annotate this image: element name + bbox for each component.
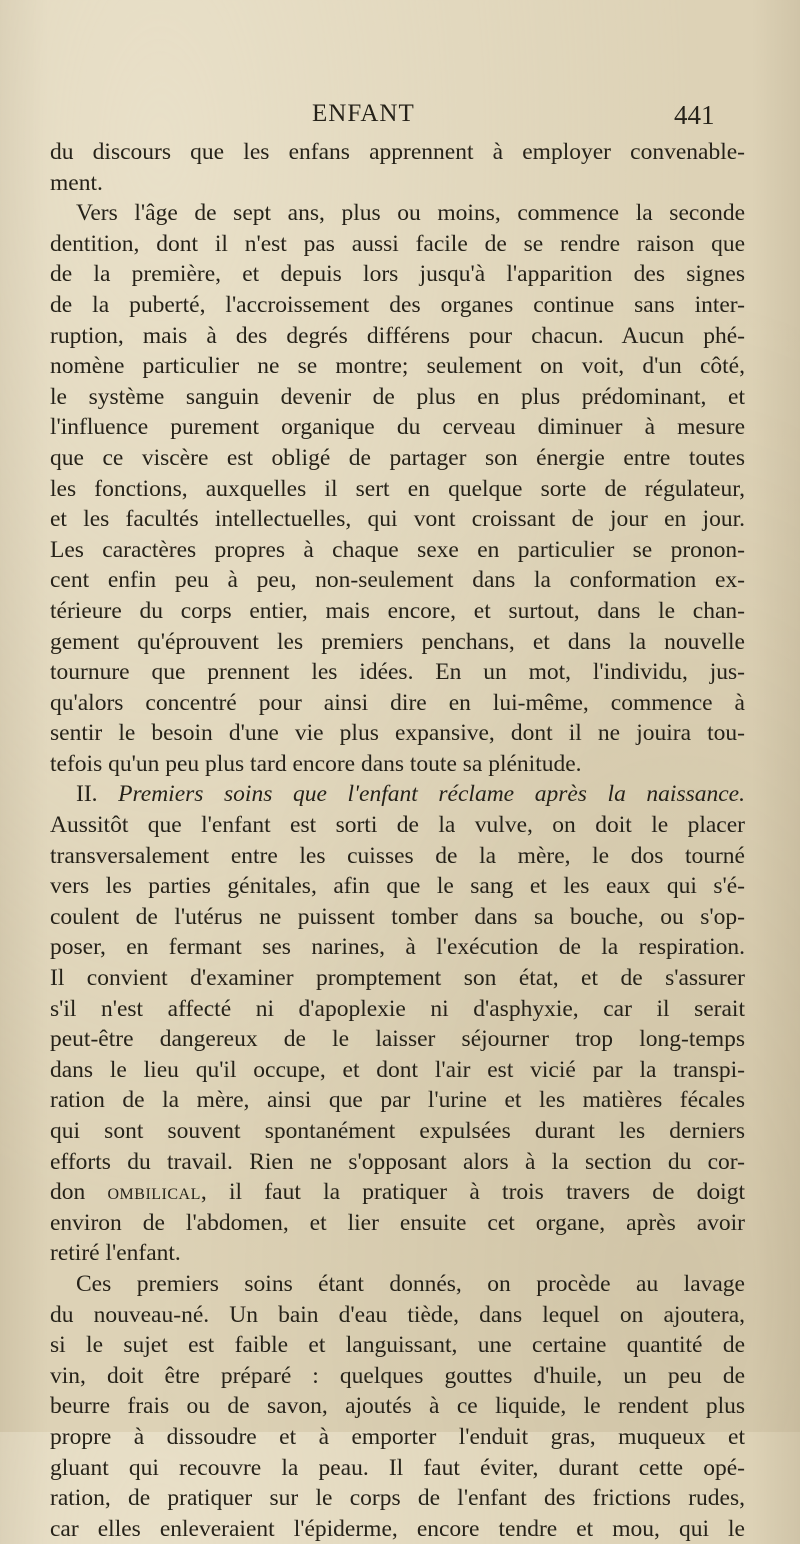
text-line: vers les parties génitales, afin que le sang et les eaux qui s'é- [50,873,745,900]
text-line: vin, doit être préparé : quelques gouttes d'huile, un peu de [50,1362,745,1389]
text-line: du discours que les enfans apprennent à employer convenable- [50,139,745,165]
text-line: poser, en fermant ses narines, à l'exécution de la respiration. [50,934,745,961]
text-line: l'influence purement organique du cerveau diminuer à mesure [50,414,745,441]
text-line: les fonctions, auxquelles il sert en quelque sorte de régulateur, [50,475,745,502]
text-line: qu'alors concentré pour ainsi dire en lui-même, commence à [50,689,745,716]
text-line: de la puberté, l'accroissement des organes continue sans inter- [50,291,745,318]
text-line: ration de la mère, ainsi que par l'urine et les matières fécales [50,1087,745,1114]
text-line: Aussitôt que l'enfant est sorti de la vulve, on doit le placer [50,812,745,839]
text-line: peut-être dangereux de le laisser séjourner trop long-temps [50,1026,745,1053]
text-line: beurre frais ou de savon, ajoutés à ce liquide, le rendent plus [50,1393,745,1420]
text-line: Ces premiers soins étant donnés, on procède au lavage [76,1270,745,1297]
text-line: ruption, mais à des degrés différens pour chacun. Aucun phé- [50,322,745,349]
text-line: dans le lieu qu'il occupe, et dont l'air est vicié par la transpi- [50,1056,745,1083]
text-line: efforts du travail. Rien ne s'opposant alors à la section du cor- [50,1148,745,1175]
text-line: tefois qu'un peu plus tard encore dans toute sa plénitude. [50,750,582,777]
text-line: coulent de l'utérus ne puissent tomber dans sa bouche, ou s'op- [50,903,745,930]
text-line: Les caractères propres à chaque sexe en particulier se pronon- [50,536,745,563]
text-line: s'il n'est affecté ni d'apoplexie ni d'asphyxie, car il serait [50,995,745,1022]
text-line: ment. [50,169,103,196]
text-line: don ombilical, il faut la pratiquer à trois travers de doigt [50,1179,745,1206]
text-line: si le sujet est faible et languissant, une certaine quantité de [50,1332,745,1359]
text-line: propre à dissoudre et à emporter l'enduit gras, muqueux et [50,1423,745,1450]
text-line: transversalement entre les cuisses de la mère, le dos tourné [50,842,745,869]
text-line: que ce viscère est obligé de partager son énergie entre toutes [50,444,745,471]
text-line: ration, de pratiquer sur le corps de l'enfant des frictions rudes, [50,1485,745,1512]
text-line: térieure du corps entier, mais encore, et surtout, dans le chan- [50,597,745,624]
text-line: nomène particulier ne se montre; seulement on voit, d'un côté, [50,353,745,380]
text-line: car elles enleveraient l'épiderme, encore tendre et mou, qui le [50,1515,745,1542]
text-line: gluant qui recouvre la peau. Il faut éviter, durant cette opé- [50,1454,745,1481]
section-heading: II. Premiers soins que l'enfant réclame après la naissance. [76,781,745,808]
text-line: dentition, dont il n'est pas aussi facile de se rendre raison que [50,230,745,257]
text-line: qui sont souvent spontanément expulsées durant les derniers [50,1118,745,1144]
text-line: sentir le besoin d'une vie plus expansive, dont il ne jouira tou- [50,720,745,747]
text-line: du nouveau-né. Un bain d'eau tiède, dans lequel on ajoutera, [50,1301,745,1328]
text-line: gement qu'éprouvent les premiers penchans, et dans la nouvelle [50,628,745,655]
text-line: tournure que prennent les idées. En un mot, l'individu, jus- [50,659,745,686]
text-line: de la première, et depuis lors jusqu'à l'apparition des signes [50,261,745,288]
text-line: Il convient d'examiner promptement son état, et de s'assurer [50,965,745,992]
page-header [0,100,800,136]
text-line: Vers l'âge de sept ans, plus ou moins, commence la seconde [76,200,745,227]
text-line: cent enfin peu à peu, non-seulement dans la conformation ex- [50,567,745,594]
text-line: retiré l'enfant. [50,1240,181,1267]
body-text [50,137,745,1544]
text-line: le système sanguin devenir de plus en plus prédominant, et [50,383,745,410]
text-line: et les facultés intellectuelles, qui vont croissant de jour en jour. [50,506,745,533]
page-number: 441 [674,100,715,130]
running-title: ENFANT [312,100,415,127]
text-line: environ de l'abdomen, et lier ensuite cet organe, après avoir [50,1209,745,1236]
